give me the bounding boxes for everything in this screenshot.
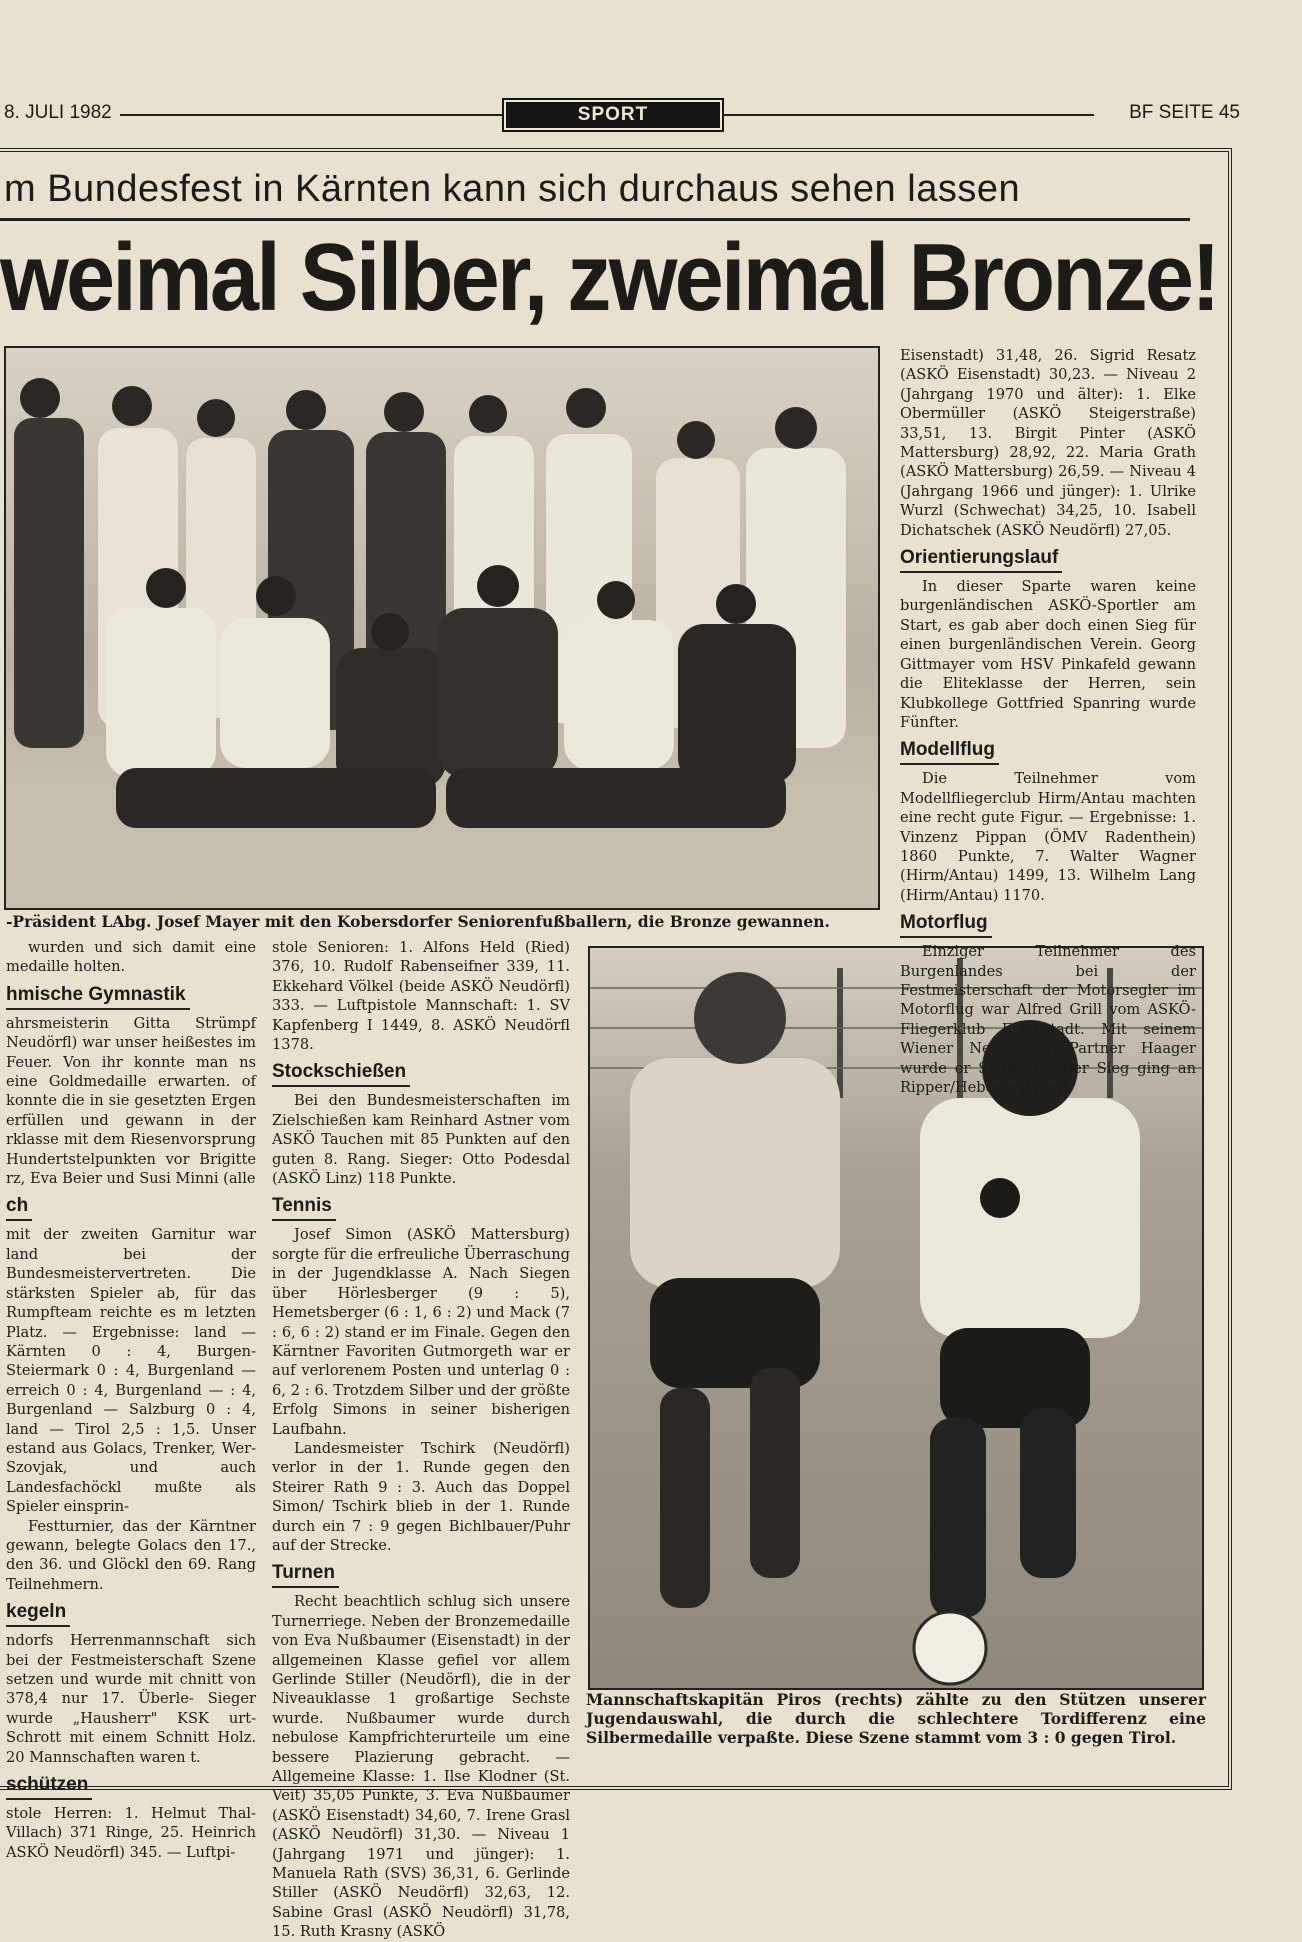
team-photo [4, 346, 880, 910]
section-heading: Motorflug [900, 911, 992, 938]
section-heading: kegeln [6, 1600, 70, 1627]
intro-paragraph: wurden und sich damit eine medaille holten. [6, 939, 256, 976]
paragraph: Landesmeister Tschirk (Neudörfl) verlor in der 1. Runde gegen den Steirer Rath 9 : 3. Auch das Doppel Simon/ Tschirk blieb in der 1. Runde durch ein 7 : 9 gegen Bichlbauer/Puhr auf der Strecke. [272, 1439, 570, 1554]
section-heading: Turnen [272, 1561, 339, 1588]
column-middle [272, 938, 570, 1942]
paragraph: Josef Simon (ASKÖ Mattersburg) sorgte für die erfreuliche Überraschung in der Jugendklasse A. Nach Siegen über Hörlesberger (9 : 5), Hemetsberger (6 : 1, 6 : 2) und Mack (7 : 6, 6 : 2) stand er im Finale. Gegen den Kärntner Favoriten Gutmorgeth war er auf verlorenem Posten und unterlag 0 : 6, 2 : 6. Trotzdem Silber und der größte Erfolg Simons in seiner bisherigen Laufbahn. [272, 1226, 570, 1438]
action-photo-caption: Mannschaftskapitän Piros (rechts) zählte zu den Stützen unserer Jugendauswahl, die durch die schlechtere Tordifferenz eine Silbermedaille verpaßte. Diese Szene stammt vom 3 : 0 gegen Tirol. [586, 1690, 1206, 1747]
page-number: BF SEITE 45 [1129, 102, 1240, 123]
article-headline: weimal Silber, zweimal Bronze! [0, 224, 1218, 331]
section-heading: schützen [6, 1773, 92, 1800]
section-badge: SPORT [502, 98, 724, 132]
paragraph: In dieser Sparte waren keine burgenländischen ASKÖ-Sportler am Start, es gab aber doch einen Sieg für einen burgenländischen Verein. Georg Gittmayer vom HSV Pinkafeld gewann die Eliteklasse der Herren, sein Klubkollege Gottfried Spanring wurde Fünfter. [900, 578, 1196, 731]
article-kicker: m Bundesfest in Kärnten kann sich durchaus sehen lassen [4, 168, 1021, 210]
paragraph: Recht beachtlich schlug sich unsere Turnerriege. Neben der Bronzemedaille von Eva Nußbaumer (Eisenstadt) in der allgemeinen Klasse gefiel vor allem Gerlinde Stiller (Neudörfl), die in der Niveauklasse 1 großartige Sechste wurde. Nußbaumer wurde durch nebulose Kampfrichterurteile um eine bessere Plazierung gebracht. — Allgemeine Klasse: 1. Ilse Klodner (St. Veit) 35,05 Punkte, 3. Eva Nußbaumer (ASKÖ Eisenstadt) 34,60, 7. Irene Grasl (ASKÖ Neudörfl) 31,30. — Niveau 1 (Jahrgang 1971 und jünger): 1. Manuela Rath (SVS) 36,31, 6. Gerlinde Stiller (ASKÖ Neudörfl) 32,63, 12. Sabine Grasl (ASKÖ Neudörfl) 31,78, 15. Ruth Krasny (ASKÖ [272, 1593, 570, 1941]
paragraph: Bei den Bundesmeisterschaften im Zielschießen kam Reinhard Astner vom ASKÖ Tauchen mit 85 Punkten auf den guten 8. Rang. Sieger: Otto Podesdal (ASKÖ Linz) 118 Punkte. [272, 1092, 570, 1188]
section-heading: ch [6, 1194, 32, 1221]
paragraph: stole Herren: 1. Helmut Thal- Villach) 371 Ringe, 25. Heinrich ASKÖ Neudörfl) 345. — Luftpi- [6, 1805, 256, 1861]
paragraph: stole Senioren: 1. Alfons Held (Ried) 376, 10. Rudolf Rabenseifner 339, 11. Ekkehard Völkel (beide ASKÖ Neudörfl) 333. — Luftpistole Mannschaft: 1. SV Kapfenberg I 1449, 8. ASKÖ Neudörfl 1378. [272, 939, 570, 1054]
section-heading: Tennis [272, 1194, 336, 1221]
column-right [900, 346, 1196, 1097]
paragraph: mit der zweiten Garnitur war land bei der Bundesmeistervertreten. Die stärksten Spieler ab, für das Rumpfteam reichte es m letzten Platz. — Ergebnisse: land — Kärnten 0 : 4, Burgen- Steiermark 0 : 4, Burgenland — erreich 0 : 4, Burgenland — : 4, Burgenland — Salzburg 0 : 4, land — Tirol 2,5 : 1,5. Unser estand aus Golacs, Trenker, Wer- Szovjak, und auch Landesfachöckl mußte als Spieler einsprin- [6, 1226, 256, 1516]
section-heading: Stockschießen [272, 1060, 410, 1087]
kicker-rule [0, 218, 1190, 221]
page-header [0, 98, 1240, 132]
header-rule-right [722, 114, 1094, 116]
paragraph: Festturnier, das der Kärntner gewann, belegte Golacs den 17., den 36. und Glöckl den 69. Rang Teilnehmern. [6, 1517, 256, 1593]
paragraph: Die Teilnehmer vom Modellfliegerclub Hirm/Antau machten eine recht gute Figur. — Ergebnisse: 1. Vinzenz Pippan (ÖMV Radenthein) 1860 Punkte, 7. Walter Wagner (Hirm/Antau) 1499, 13. Wilhelm Lang (Hirm/Antau) 1170. [900, 770, 1196, 904]
paragraph: Einziger Teilnehmer des Burgenlandes bei der Festmeisterschaft der Motorsegler im Motorflug war Alfred Grill vom ASKÖ-Fliegerklub Eisenstadt. Mit seinem Wiener Neustädter Partner Haager wurde er Siebenter. Der Sieg ging an Ripper/Heberle (Wien). [900, 943, 1196, 1096]
paragraph: ahrsmeisterin Gitta Strümpf Neudörfl) war unser heißestes im Feuer. Von ihr konnte man ns eine Goldmedaille erwarten. of konnte die in sie gesetzten Ergen erfüllen und gewann in der rklasse mit dem Riesenvorsprung Hundertstelpunkten vor Brigitte rz, Eva Beier und Susi Minni (alle [6, 1014, 256, 1188]
section-heading: hmische Gymnastik [6, 983, 190, 1010]
column-left [6, 938, 256, 1862]
header-rule-left [120, 114, 502, 116]
paragraph: ndorfs Herrenmannschaft sich bei der Festmeisterschaft Szene setzen und wurde mit chnitt von 378,4 nur 17. Überle- Sieger wurde „Hausherr" KSK urt-Schrott mit einem Schnitt Holz. 20 Mannschaften waren t. [6, 1632, 256, 1766]
team-photo-caption: -Präsident LAbg. Josef Mayer mit den Kobersdorfer Seniorenfußballern, die Bronze gewannen. [6, 912, 830, 931]
paragraph: Eisenstadt) 31,48, 26. Sigrid Resatz (ASKÖ Eisenstadt) 30,23. — Niveau 2 (Jahrgang 1970 und älter): 1. Elke Obermüller (ASKÖ Steigerstraße) 33,51, 13. Birgit Pinter (ASKÖ Mattersburg) 28,92, 22. Maria Grath (ASKÖ Mattersburg) 26,59. — Niveau 4 (Jahrgang 1966 und jünger): 1. Ulrike Wurzl (Schwechat) 34,25, 10. Isabell Dichatschek (ASKÖ Neudörfl) 27,05. [900, 347, 1196, 539]
section-heading: Modellflug [900, 738, 999, 765]
section-heading: Orientierungslauf [900, 546, 1062, 573]
issue-date: 8. JULI 1982 [4, 102, 112, 123]
